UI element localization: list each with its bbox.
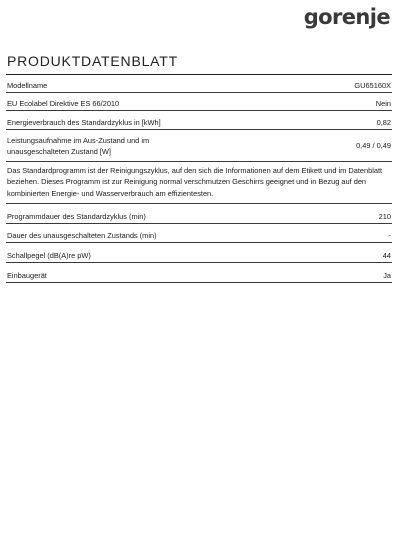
row-program-duration [6, 204, 392, 224]
row-energy-consumption [6, 111, 392, 130]
model-name-value: GU65160X [354, 80, 391, 90]
standard-program-text: Das Standardprogramm ist der Reinigungszyklus, auf den sich die Informationen auf dem Etikett und im Datenblatt beziehen. Dieses Programm ist zur Reinigung normal verschmutzen Geschirrs geeignet und in Bezug auf den kombinierten Energie- und Wasserverbrauch am effizientesten. [7, 166, 383, 198]
row-left-on-duration [6, 224, 392, 243]
row-ecolabel [6, 93, 392, 111]
ecolabel-value: Nein [375, 98, 391, 108]
product-data-table [6, 77, 392, 283]
power-consumption-label-line1: Leistungsaufnahme im Aus-Zustand und im [7, 135, 150, 145]
page-title: PRODUKTDATENBLATT [7, 53, 178, 69]
title-divider [6, 74, 392, 75]
program-duration-value: 210 [378, 211, 391, 221]
gorenje-logo: gorenje [303, 5, 390, 29]
power-consumption-value: 0,49 / 0,49 [356, 141, 391, 151]
noise-level-value: 44 [382, 250, 391, 260]
row-noise-level [6, 243, 392, 263]
row-model-name [6, 77, 392, 93]
row-built-in [6, 263, 392, 283]
left-on-duration-value: - [388, 230, 391, 240]
left-on-duration-label: Dauer des unausgeschalteten Zustands (min) [7, 230, 157, 240]
program-duration-label: Programmdauer des Standardzyklus (min) [7, 211, 146, 221]
energy-consumption-label: Energieverbrauch des Standardzyklus in [kWh] [7, 117, 161, 127]
model-name-label: Modellname [7, 80, 48, 90]
energy-consumption-value: 0,82 [376, 117, 391, 127]
power-consumption-label-line2: unausgeschalteten Zustand [W] [7, 147, 111, 156]
built-in-value: Ja [383, 270, 391, 280]
power-consumption-label [7, 135, 356, 158]
noise-level-label: Schallpegel (dB(A)re pW) [7, 250, 91, 260]
built-in-label: Einbaugerät [7, 270, 47, 280]
row-standard-program-info [6, 162, 392, 204]
ecolabel-label: EU Ecolabel Direktive ES 66/2010 [7, 98, 120, 108]
row-power-consumption [6, 130, 392, 162]
